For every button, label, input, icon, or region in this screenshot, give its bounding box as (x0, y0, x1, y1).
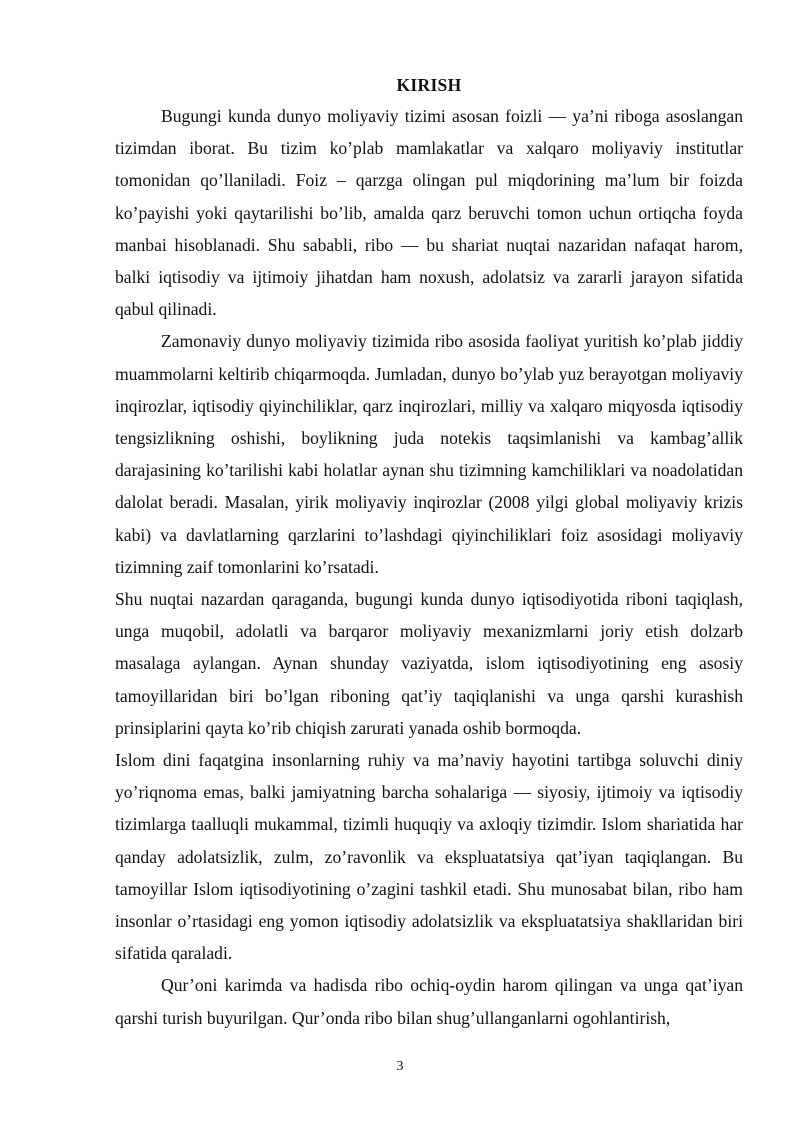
page-number: 3 (396, 1059, 404, 1074)
paragraph-prohibition: Shu nuqtai nazardan qaraganda, bugungi kunda dunyo iqtisodiyotida riboni taqiqlash, unga muqobil, adolatli va barqaror moliyaviy mexanizmlarni joriy etish dolzarb masalaga aylangan. Aynan shunday vaziyatda, islom iqtisodiyotining eng asosiy tamoyillaridan biri bo’lgan riboning qat’iy taqiqlanishi va unga qarshi kurashish prinsiplarini qayta ko’rib chiqish zarurati yanada oshib bormoqda. (115, 589, 743, 738)
paragraph-intro: Bugungi kunda dunyo moliyaviy tizimi asosan foizli — ya’ni riboga asoslangan tizimdan iborat. Bu tizim ko’plab mamlakatlar va xalqaro moliyaviy institutlar tomonidan qo’llaniladi. Foiz – qarzga olingan pul miqdorining ma’lum bir foizda ko’payishi yoki qaytarilishi bo’lib, amalda qarz beruvchi tomon uchun ortiqcha foyda manbai hisoblanadi. Shu sababli, ribo — bu shariat nuqtai nazaridan nafaqat harom, balki iqtisodiy va ijtimoiy jihatdan ham noxush, adolatsiz va zararli jarayon sifatida qabul qilinadi. (115, 106, 743, 320)
document-title: KIRISH (396, 75, 462, 95)
paragraph-islam-system: Islom dini faqatgina insonlarning ruhiy va ma’naviy hayotini tartibga soluvchi diniy yo’riqnoma emas, balki jamiyatning barcha sohalariga — siyosiy, ijtimoiy va iqtisodiy tizimlarga taalluqli mukammal, tizimli huquqiy va axloqiy tizimdir. Islom shariatida har qanday adolatsizlik, zulm, zo’ravonlik va ekspluatatsiya qat’iyan taqiqlangan. Bu tamoyillar Islom iqtisodiyotining o’zagini tashkil etadi. Shu munosabat bilan, ribo ham insonlar o’rtasidagi eng yomon iqtisodiy adolatsizlik va ekspluatatsiya shakllaridan biri sifatida qaraladi. (115, 750, 743, 964)
paragraph-quran: Qur’oni karimda va hadisda ribo ochiq-oydin harom qilingan va unga qat’iyan qarshi turish buyurilgan. Qur’onda ribo bilan shug’ullanganlarni ogohlantirish, (115, 975, 743, 1028)
paragraph-modern-system: Zamonaviy dunyo moliyaviy tizimida ribo asosida faoliyat yuritish ko’plab jiddiy muammolarni keltirib chiqarmoqda. Jumladan, dunyo bo’ylab yuz berayotgan moliyaviy inqirozlar, iqtisodiy qiyinchiliklar, qarz inqirozlari, milliy va xalqaro miqyosda iqtisodiy tengsizlikning oshishi, boylikning juda notekis taqsimlanishi va kambag’allik darajasining ko’tarilishi kabi holatlar aynan shu tizimning kamchiliklari va noadolatidan dalolat beradi. Masalan, yirik moliyaviy inqirozlar (2008 yilgi global moliyaviy krizis kabi) va davlatlarning qarzlarini to’lashdagi qiyinchiliklari foiz asosidagi moliyaviy tizimning zaif tomonlarini ko’rsatadi. (115, 331, 743, 577)
document-page (115, 70, 743, 1034)
